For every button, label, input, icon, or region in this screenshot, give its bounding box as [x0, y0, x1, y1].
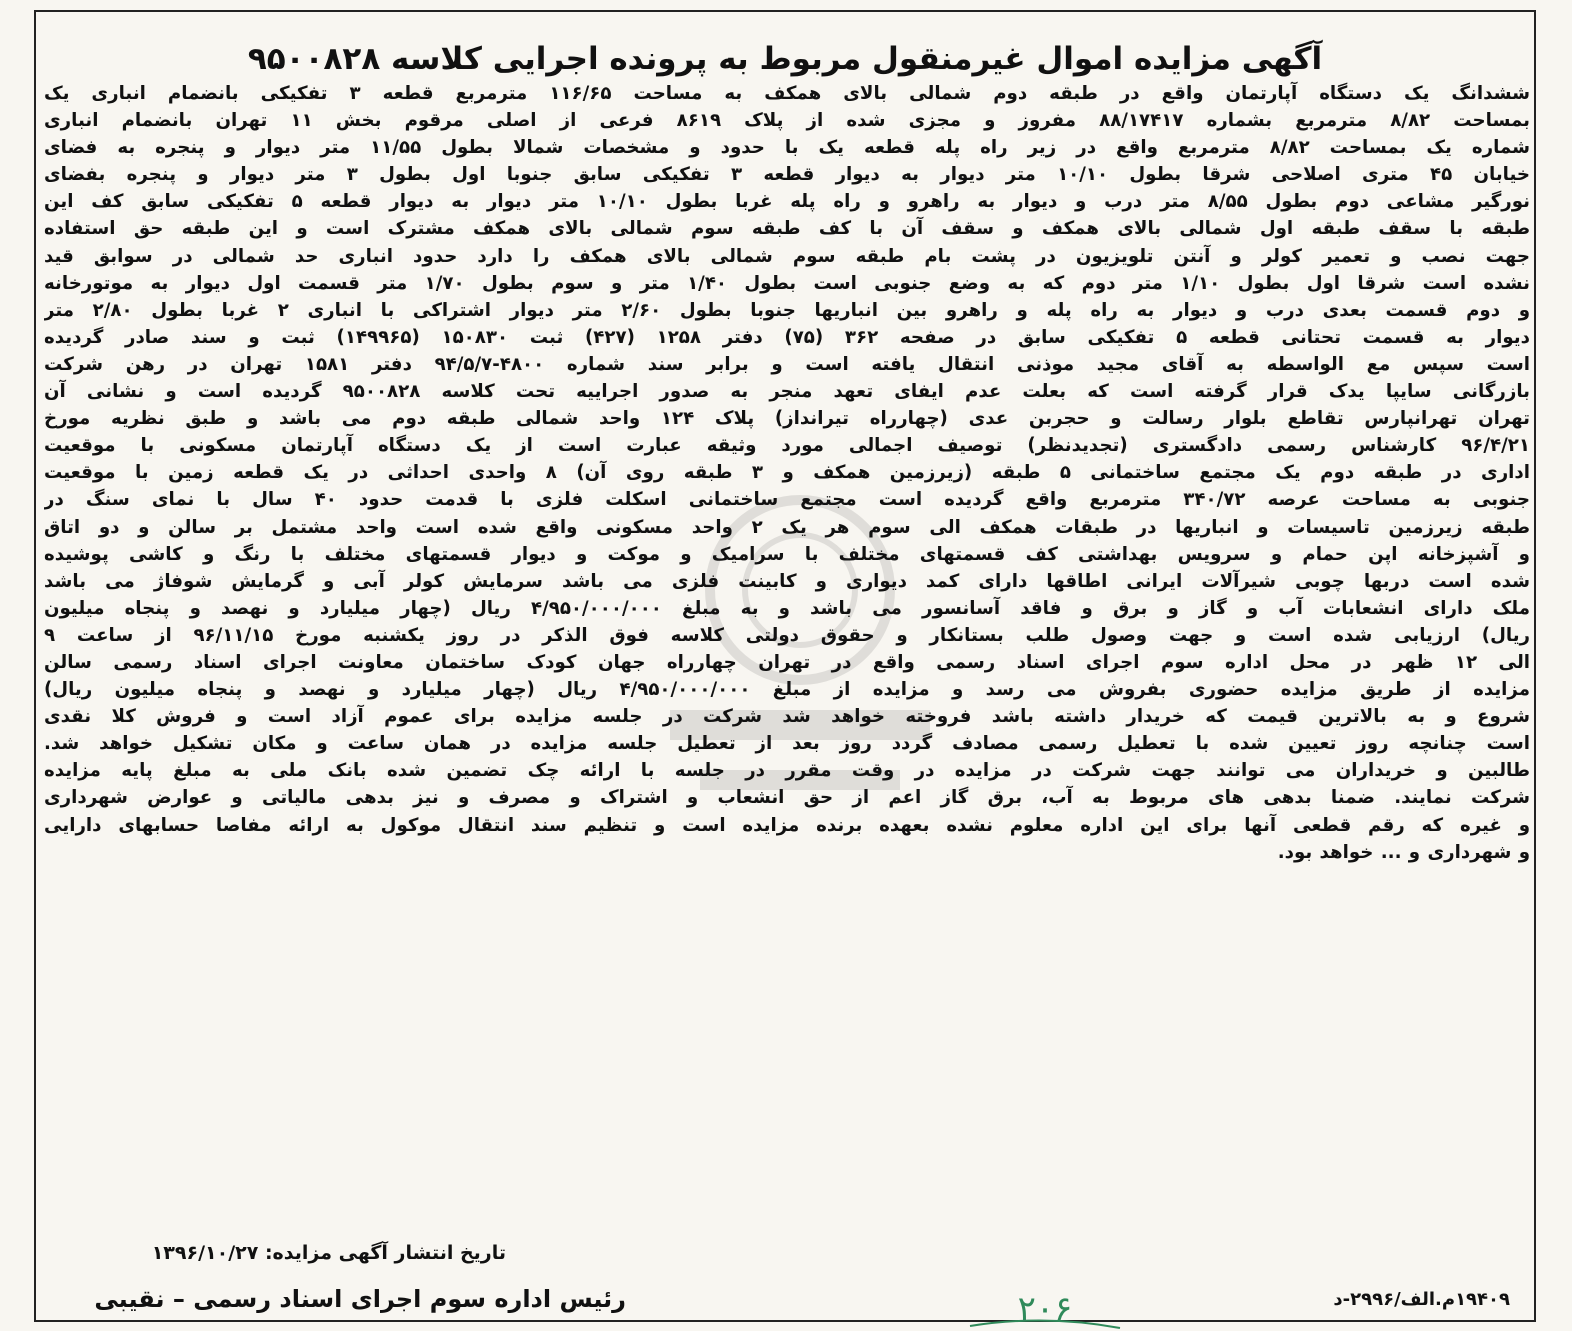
body-line: ششدانگ یک دستگاه آپارتمان واقع در طبقه دوم شمالی بالای همکف به مساحت ۱۱۶/۶۵ مترمربع قطعه ۳ تفکیکی بانضمام انباری یک [44, 83, 1530, 104]
notice-body [44, 80, 1530, 866]
body-line: شماره یک بمساحت ۸/۸۲ مترمربع واقع در زیر راه پله قطعه یک با حدود و مشخصات شمالا بطول ۱۱/۵۵ متر دیوار و پنجره به فضای [44, 137, 1530, 159]
body-line: الی ۱۲ ظهر در محل اداره سوم اجرای اسناد رسمی واقع در تهران چهارراه جهان کودک ساختمان معاونت اجرای اسناد رسمی سالن [44, 651, 1530, 673]
signature: رئیس اداره سوم اجرای اسناد رسمی – نقیبی [94, 1285, 626, 1313]
body-line: اداری در طبقه دوم یک مجتمع ساختمانی ۵ طبقه (زیرزمین همکف و ۳ طبقه روی آن) ۸ واحدی احداثی در یک قطعه زمین با موقعیت [44, 462, 1530, 484]
body-line: و شهرداری و ... خواهد بود. [1277, 841, 1530, 863]
body-line: بمساحت ۸/۸۲ مترمربع بشماره ۸۸/۱۷۴۱۷ مفروز و مجزی شده از پلاک ۸۶۱۹ فرعی از اصلی مرقوم بخش ۱۱ تهران بانضمام انباری [44, 110, 1530, 132]
body-line: و غیره که رقم قطعی آنها برای این اداره معلوم نشده بعهده برنده مزایده است و تنظیم سند انتقال موکول به ارائه مفاصا حسابهای دارایی [44, 814, 1530, 836]
body-line: شرکت نمایند. ضمنا بدهی های مربوط به آب، برق گاز اعم از حق انشعاب و اشتراک و مصرف و نیز بدهی مالیاتی و عوارض شهرداری [44, 787, 1530, 809]
body-line: و دوم قسمت بعدی درب و دیوار به راه پله و راهرو بین انباریها جنوبا بطول ۲/۶۰ متر دیوار اشتراکی با انباری ۲ غربا بطول ۲/۸۰ متر [44, 299, 1530, 321]
handwritten-note [960, 1284, 1130, 1330]
body-line: مزایده از طریق مزایده حضوری بفروش می رسد و مزایده از مبلغ ۴/۹۵۰/۰۰۰/۰۰۰ ریال (چهار میلیارد و نهصد و پنجاه میلیون ریال) [44, 679, 1530, 701]
body-line: ریال) ارزیابی شده است و جهت وصول طلب بستانکار و حقوق دولتی کلاسه فوق الذکر در روز یکشنبه مورخ ۹۶/۱۱/۱۵ از ساعت ۹ [44, 624, 1530, 646]
notice-title: آگهی مزایده اموال غیرمنقول مربوط به پرونده اجرایی کلاسه ۹۵۰۰۸۲۸ [247, 41, 1323, 77]
body-line: شروع و به بالاترین قیمت که خریدار داشته باشد فروخته خواهد شد شرکت در جلسه مزایده برای عموم آزاد است و فروش کلا نقدی [44, 706, 1530, 728]
body-line: نورگیر مشاعی دوم بطول ۸/۵۵ متر درب و دیوار به راهرو و راه پله غربا بطول ۱۰/۱۰ متر دیوار به دیوار قطعه ۵ تفکیکی سابق کف این [44, 191, 1530, 213]
body-line: است سپس مع الواسطه به آقای مجید موذنی انتقال یافته است و برابر سند شماره ۴۸۰۰-۹۴/۵/۷ دفتر ۱۵۸۱ تهران در رهن شرکت [44, 353, 1530, 375]
body-line: و آشپزخانه اپن حمام و سرویس بهداشتی کف قسمتهای مختلف با سرامیک و موکت و دیوار قسمتهای مختلف با رنگ و کاشی پوشیده [44, 543, 1530, 565]
handwritten-note-text: ۲۰۶ [1017, 1289, 1073, 1329]
body-line: ۹۶/۴/۲۱ کارشناس رسمی دادگستری (تجدیدنظر) توصیف اجمالی مورد وثیقه عبارت است از یک دستگاه آپارتمان مسکونی با موقعیت [44, 435, 1530, 457]
body-line: است چنانچه روز تعیین شده با تعطیل رسمی مصادف گردد روز بعد از تعطیل جلسه مزایده در همان ساعت و مکان تشکیل خواهد شد. [44, 733, 1530, 755]
body-line: جهت نصب و تعمیر کولر و آنتن تلویزیون در پشت بام طبقه سوم شمالی بالای همکف را دارد حدود انباری حد شمالی در سوابق قید [44, 245, 1530, 267]
publish-date: تاریخ انتشار آگهی مزایده: ۱۳۹۶/۱۰/۲۷ [151, 1242, 506, 1264]
body-line: طبقه زیرزمین تاسیسات و انباریها در طبقات همکف الی سوم هر یک ۲ واحد مسکونی واقع شده است واحد مشتمل بر سالن و دو اتاق [44, 516, 1530, 538]
body-line: شده است دربها چوبی شیرآلات ایرانی اطاقها دارای کمد دیواری و کابینت فلزی می باشد سرمایش کولر آبی و گرمایش شوفاژ می باشد [44, 570, 1530, 592]
reference-code: ۱۹۴۰۹م.الف/۲۹۹۶-د [1333, 1289, 1510, 1310]
body-line: خیابان ۴۵ متری اصلاحی شرقا بطول ۱۰/۱۰ متر دیوار به دیوار قطعه ۳ تفکیکی سابق جنوبا اول بطول ۳ متر دیوار و پنجره بفضای [44, 164, 1530, 186]
body-line: جنوبی به مساحت عرصه ۳۴۰/۷۲ مترمربع واقع گردیده است مجتمع ساختمانی اسکلت فلزی با قدمت حدود ۴۰ سال با نمای سنگ در [44, 489, 1530, 511]
body-line: ملک دارای انشعابات آب و گاز و برق و فاقد آسانسور می باشد و به مبلغ ۴/۹۵۰/۰۰۰/۰۰۰ ریال (چهار میلیارد و نهصد و پنجاه میلیون [44, 597, 1530, 619]
body-line: تهران تهرانپارس تقاطع بلوار رسالت و حجربن عدی (چهارراه تیرانداز) پلاک ۱۲۴ واحد شمالی طبقه دوم می باشد و طبق نظریه مورخ [44, 408, 1530, 430]
body-line: دیوار به قسمت تحتانی قطعه ۵ تفکیکی سابق در صفحه ۳۶۲ (۷۵) دفتر ۱۲۵۸ (۴۲۷) ثبت ۱۵۰۸۳۰ (۱۴۹۹۶۵) ثبت و سند صادر گردیده [44, 326, 1530, 348]
body-line: طبقه با سقف طبقه اول شمالی بالای همکف و سقف آن با کف طبقه سوم شمالی بالای همکف مشترک است و این طبقه حق استفاده [44, 218, 1530, 240]
body-line: طالبین و خریداران می توانند جهت شرکت در مزایده در وقت مقرر در جلسه با ارائه چک تضمین شده بانک ملی به مبلغ پایه مزایده [44, 760, 1530, 782]
body-line: نشده است شرقا اول بطول ۱/۱۰ متر دوم که به وضع جنوبی است بطول ۱/۴۰ متر و سوم بطول ۱/۷۰ متر قسمت اول دیوار به موتورخانه [44, 272, 1530, 294]
body-line: بازرگانی سایپا یدک قرار گرفته است که بعلت عدم ایفای تعهد منجر به صدور اجراییه تحت کلاسه ۹۵۰۰۸۲۸ گردیده است و نشانی آن [44, 381, 1530, 403]
